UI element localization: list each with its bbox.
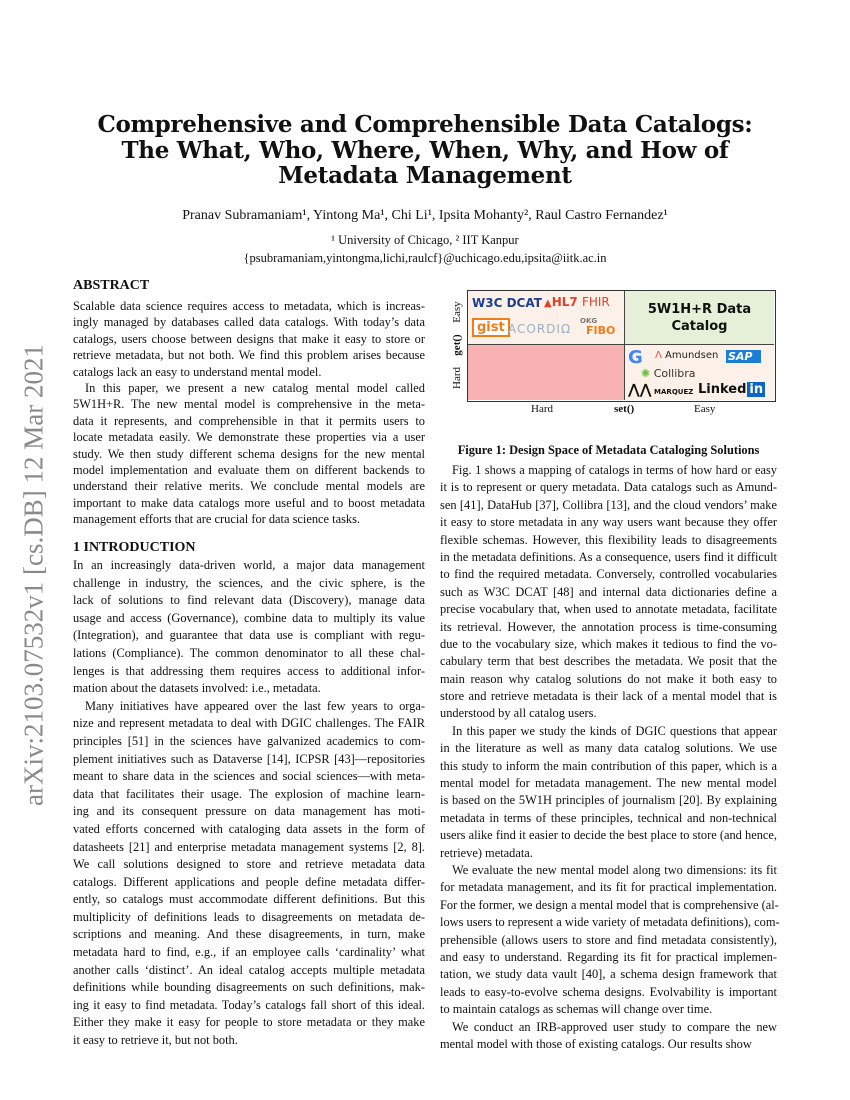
text-line: tation, we study data vault [40], a schema design framework that: [440, 967, 777, 982]
text-line: understand their relative merits. We conclude mental models are: [73, 479, 425, 494]
title-line: Metadata Management: [278, 162, 572, 189]
text-line: vated efforts concerned with cataloging data assets in the form of: [73, 821, 425, 836]
text-line: model implementation and evaluate them on different backends to: [73, 462, 425, 477]
y-axis-easy: Easy: [451, 301, 463, 323]
quadrant-easy-get-hard-set: [468, 291, 625, 345]
collibra-text: Collibra: [653, 367, 696, 380]
text-line: (Integration), and guarantee that data use is compliant with regu-: [73, 628, 425, 643]
text-line: leads to easy-to-evolve schema designs. Evolvability is important: [440, 984, 777, 999]
amundsen-text: Amundsen: [665, 350, 719, 361]
text-line: We call solutions designed to store and retrieve metadata data: [73, 857, 425, 872]
authors: Pranav Subramaniam¹, Yintong Ma¹, Chi Li¹, Ipsita Mohanty², Raul Castro Fernandez¹: [182, 208, 668, 223]
text-line: store and retrieve metadata is their lack of a mental model that is: [440, 689, 777, 704]
text-line: lack of solutions to find relevant data (Discovery), manage data: [73, 593, 425, 608]
text-line: lows users to represent a wide variety of metadata definitions), com-: [440, 915, 780, 930]
text-line: definitions while bounding disagreements on such definitions, mak-: [73, 980, 425, 995]
text-line: metadata in terms of these principles, technical and non-technical: [440, 810, 777, 825]
text-line: such as W3C DCAT [48] and internal data dictionaries define a: [440, 584, 777, 599]
quadrant-hard-hard: [468, 345, 625, 400]
text-line: In this paper we study the kinds of DGIC questions that appear: [452, 723, 777, 738]
text-line: mental model with those of existing catalogs. Our results show: [440, 1036, 752, 1051]
y-axis-label: get(): [451, 334, 463, 356]
text-line: for metadata management, and its fit for practical implementation.: [440, 880, 777, 895]
text-line: prehensible (allows users to store and find metadata consistently),: [440, 932, 777, 947]
marquez-logo: ⋀⋀ MARQUEZ: [628, 382, 694, 398]
x-axis-label: set(): [614, 403, 635, 415]
text-line: due to the vocabulary size, which makes it tedious to find the vo-: [440, 636, 777, 651]
text-line: challenge in industry, the sciences, and the civic sphere, is the: [73, 575, 425, 590]
hl7-logo: [544, 295, 610, 309]
text-line: retrieve) metadata.: [440, 845, 533, 860]
marquez-text: MARQUEZ: [654, 388, 694, 396]
text-line: Scalable data science requires access to metadata, which is increas-: [73, 299, 425, 313]
text-line: is based on the 5W1H principles of journalism [20]. By explaining: [440, 793, 777, 808]
intro-heading: 1 INTRODUCTION: [73, 540, 196, 555]
text-line: meant to share data in the sciences and social sciences—with meta-: [73, 769, 425, 784]
text-line: important to make data catalogs more useful and to boost metadata: [73, 495, 425, 510]
text-line: management efforts that are crucial for data science tasks.: [73, 512, 361, 527]
abstract-heading: ABSTRACT: [73, 278, 150, 293]
text-line: usage and access (Governance), combine data to multiply its value: [73, 610, 425, 625]
flame-icon: ▲: [544, 298, 552, 309]
linkedin-logo: [698, 382, 765, 397]
gist-logo: gist: [472, 318, 510, 337]
text-line: 5W1H+R. The new mental model is comprehensive in the meta-: [73, 397, 425, 412]
acord-logo: ACORDIΩ: [508, 322, 572, 336]
text-line: cabulary term that best describes the metadata. We posit that the: [440, 654, 777, 669]
text-line: ing it easy to find metadata. Today’s catalogs fall short of this ideal.: [73, 997, 425, 1012]
title-line: Comprehensive and Comprehensible Data Catalogs:: [97, 111, 753, 138]
design-space-matrix: [467, 290, 776, 402]
text-line: We conduct an IRB-approved user study to compare the new: [452, 1019, 777, 1034]
text-line: data that facilitates their usage. The explosion of machine learn-: [73, 786, 425, 801]
right-column-body: [440, 462, 780, 1053]
text-line: it easy to retrieve it, but not both.: [73, 1033, 238, 1048]
text-line: mental model for metadata management. The new mental model: [440, 776, 777, 791]
text-line: ingly managed by databases called data catalogs. With today’s data: [73, 315, 425, 330]
text-line: users alike find it easier to decide the best place to store (and hence,: [440, 828, 777, 843]
text-line: lations (Compliance). The common denominator to all these chal-: [73, 645, 425, 660]
text-line: another calls ‘distinct’. An ideal catalog accepts multiple metadata: [73, 962, 425, 977]
text-line: scriptions and meaning. And these disagreements, in turn, make: [73, 927, 425, 942]
figure-caption: Figure 1: Design Space of Metadata Cataloging Solutions: [457, 443, 760, 457]
x-axis-easy: Easy: [694, 403, 716, 415]
fibo-logo: FIBO: [586, 324, 616, 337]
text-line: this study to inform the main contribution of this paper, which is a: [440, 758, 777, 773]
abstract-body: [73, 298, 425, 527]
text-line: nize and represent metadata to deal with DGIC challenges. The FAIR: [73, 716, 425, 731]
text-line: ing and its consequent pressure on data management has moti-: [73, 804, 425, 819]
w3c-dcat-logo: W3C DCAT: [472, 296, 542, 310]
okg-logo: OKG: [580, 317, 598, 325]
sap-logo: SAP: [726, 350, 761, 363]
quadrant-easy-set-hard-get: [625, 345, 774, 400]
text-line: and easy to understand. Regarding its fit for practical implemen-: [440, 949, 777, 964]
text-line: locate metadata easily. We demonstrate these properties via a user: [73, 430, 425, 445]
text-line: In this paper, we present a new catalog mental model called: [85, 380, 425, 395]
target-label-line: Catalog: [671, 318, 728, 334]
text-line: flexible schemas. However, this flexibility leads to disagreements: [440, 532, 777, 547]
text-line: it is to represent or query metadata. Data catalogs such as Amund-: [440, 480, 777, 495]
emails: {psubramaniam,yintongma,lichi,raulcf}@uchicago.edu,ipsita@iitk.ac.in: [243, 251, 607, 265]
text-line: metadata hard to find, e.g., if an employee calls ‘cardinality’ what: [73, 945, 425, 960]
hl7-text: HL7: [551, 295, 578, 309]
text-line: sen [41], DataHub [37], Collibra [13], and the cloud vendors’ make: [440, 497, 777, 512]
text-line: data it represents, and comprehensible in that it permits users to: [73, 413, 425, 428]
arxiv-identifier: arXiv:2103.07532v1 [cs.DB] 12 Mar 2021: [18, 344, 49, 806]
text-line: in the metadata definitions. As a consequence, users find it difficult: [440, 549, 777, 564]
text-line: Many initiatives have appeared over the last few years to orga-: [85, 698, 425, 713]
text-line: to find the required metadata. Conversely, controlled vocabularies: [440, 567, 777, 582]
text-line: datasheets [21] and enterprise metadata management systems [2, 8].: [73, 839, 425, 854]
text-line: study. We then study different schema designs for the new mental: [73, 446, 425, 461]
linkedin-text: Linked: [698, 382, 747, 397]
text-line: mation about the datasets involved: i.e., metadata.: [73, 681, 321, 696]
text-line: For the former, we design a mental model that is comprehensive (al-: [440, 897, 779, 912]
text-line: catalogs, users choose between designs that make it easy to store or: [73, 331, 425, 346]
text-line: multiplicity of definitions leads to disagreements on metadata de-: [73, 909, 425, 924]
text-line: plement initiatives such as Dataverse [14], ICPSR [43]—repositories: [73, 751, 425, 766]
text-line: In an increasingly data-driven world, a major data management: [73, 558, 425, 572]
x-axis-hard: Hard: [531, 403, 553, 415]
text-line: it easy to store metadata in any way users want because they offer: [440, 515, 777, 530]
text-line: Either they make it easy for people to store metadata or they make: [73, 1015, 425, 1030]
text-line: catalogs. Different applications and people define metadata differ-: [73, 874, 425, 889]
intro-body: [73, 557, 425, 1050]
fhir-text: FHIR: [581, 295, 610, 309]
text-line: retrieve metadata, but not both. We find this problem arises because: [73, 348, 425, 363]
text-line: main reason why catalog solutions do not make it both easy to: [440, 671, 777, 686]
title-line: The What, Who, Where, When, Why, and How of: [121, 136, 729, 164]
linkedin-in: in: [749, 382, 764, 397]
text-line: to maintain catalogs as schemas will change over time.: [440, 1002, 713, 1017]
text-line: precise vocabulary that, when used to annotate metadata, facilitate: [440, 602, 777, 617]
text-line: Fig. 1 shows a mapping of catalogs in terms of how hard or easy: [452, 463, 777, 477]
text-line: ently, so catalogs must accommodate different definitions. But this: [73, 892, 425, 907]
paper-title: [0, 112, 850, 189]
affiliations: ¹ University of Chicago, ² IIT Kanpur: [331, 233, 519, 247]
text-line: principles [51] in the sciences have galvanized academics to com-: [73, 733, 425, 748]
text-line: its retrieval. However, the annotation process is time-consuming: [440, 619, 777, 634]
text-line: catalogs lack an easy to understand mental model.: [73, 364, 322, 379]
amundsen-logo: Λ Amundsen: [655, 350, 719, 361]
text-line: in the literature as well as many data catalog solutions. We use: [440, 741, 777, 756]
google-logo: G: [628, 347, 643, 368]
text-line: lenges is that addressing them requires access to additional infor-: [73, 663, 425, 678]
y-axis-hard: Hard: [451, 367, 463, 389]
text-line: understood by all catalog users.: [440, 706, 597, 721]
target-label-line: 5W1H+R Data: [647, 301, 752, 317]
quadrant-target: [625, 291, 774, 345]
text-line: We evaluate the new mental model along two dimensions: its fit: [452, 862, 777, 877]
collibra-logo: ✺ Collibra: [641, 367, 696, 380]
